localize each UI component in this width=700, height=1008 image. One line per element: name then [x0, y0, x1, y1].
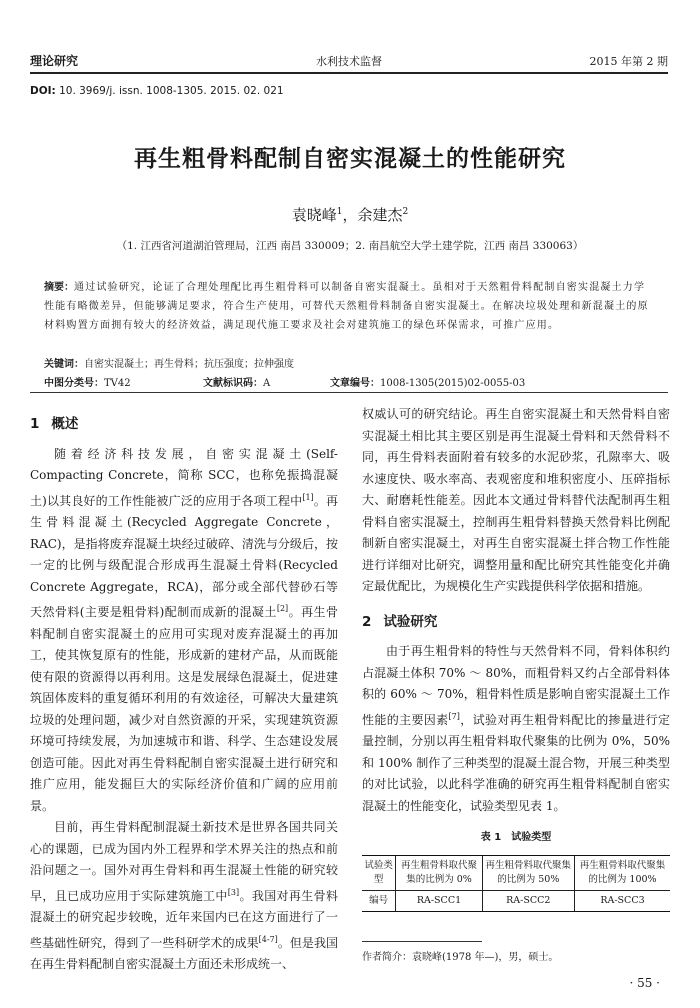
abstract-rule — [30, 392, 668, 393]
abstract-text: 通过试验研究，论证了合理处理配比再生粗骨料可以制备自密实混凝土。虽相对于天然粗骨料配制自密实混凝土力学性能有略微差异，但能够满足要求，符合生产使用，可替代天然粗骨料制备自密实混凝土。在解决垃圾处理和新混凝土的原材料购置方面拥有较大的经济效益，满足现代施工要求及社会对建筑施工的绿色环保需求，可推广应用。 — [44, 282, 649, 331]
running-header — [30, 52, 668, 72]
author-affil-mark: 1 — [336, 207, 343, 217]
doc-code-label: 文献标识码： — [203, 378, 263, 389]
body-text: 。再生骨料配制自密实混凝土的应用可实现对废弃混凝土的再加工，使其恢复原有的性能，形成新的建材产品，从而既能使有限的资源得以再利用。这是发展绿色混凝土，促进建筑固体废料的重复循环利用的有效途径，可解决大量建筑垃圾的处理问题，减少对自然资源的开采，实现建筑资源环境可持续发展，为加速城市和谐、科学、生态建设发展创造可能。因此对再生骨料配制自密实混凝土进行研究和推广应用，能发掘巨大的实际经济价值和广阔的应用前景。 — [30, 605, 338, 813]
table-caption: 表 1 试验类型 — [480, 832, 552, 843]
section-number: 1 — [30, 416, 40, 432]
table-header-cell: 再生粗骨料取代聚集的比例为 0% — [396, 855, 482, 890]
table-cell: RA-SCC2 — [482, 890, 574, 911]
left-column — [30, 400, 338, 976]
section-number: 2 — [362, 613, 372, 630]
classification-line — [44, 374, 131, 389]
doc-code-value: A — [263, 378, 271, 389]
body-text: 随着经济科技发展，自密实混凝土(Self-Compacting Concrete，简称 SCC，也称免振捣混凝土)以其良好的工作性能被广泛的应用于各项工程中 — [30, 446, 338, 508]
body-text: 目前，再生骨料配制混凝土新技术是世界各国共同关心的课题，已成为国内外工程界和学术界关注的热点和前沿问题之一。国外对再生骨料和再生混凝土性能的研究较早，且已成功应用于实际建筑施工中 — [30, 820, 338, 903]
section-heading-1 — [30, 414, 338, 436]
footnote-rule — [362, 941, 482, 942]
section-title: 试验研究 — [383, 613, 438, 630]
author-affil-mark: 2 — [402, 207, 409, 217]
doi-value[interactable]: 10. 3969/j. issn. 1008-1305. 2015. 02. 021 — [59, 85, 284, 97]
body-paragraph: 权威认可的研究结论。再生自密实混凝土和天然骨料自密实混凝土相比其主要区别是再生混凝土骨料和天然骨料不同，再生骨料表面附着有较多的水泥砂浆，孔隙率大、吸水速度快、吸水率高、表观密度和堆积密度小、压碎指标大、耐磨耗性能差。因此本文通过骨料替代法配制再生粗骨料自密实混凝土，控制再生粗骨料替换天然骨料比例配制新自密实混凝土，对再生自密实混凝土拌合物工作性能进行详细对比研究，调整用量和配比研究其性能变化并确定最优配比，为规模化生产实践提供科学依据和措施。 — [362, 407, 670, 593]
abstract-block — [44, 278, 652, 335]
citation[interactable]: [3] — [227, 887, 240, 897]
keywords-label: 关键词： — [44, 359, 84, 370]
section-title: 概述 — [51, 416, 79, 432]
header-section: 理论研究 — [30, 54, 79, 68]
body-text: 由于再生粗骨料的特性与天然骨料不同，骨料体积约占混凝土体积 70% ～ 80%，而粗骨料又约占全部骨料体积的 60% ～ 70%，粗骨料性质是影响自密实混凝土工作性能的主要因素 — [362, 644, 670, 727]
author-list — [0, 204, 700, 225]
table-header-cell: 再生粗骨料取代聚集的比例为 50% — [482, 855, 574, 890]
header-issue: 2015 年第 2 期 — [589, 55, 668, 68]
article-no-value: 1008-1305(2015)02-0055-03 — [380, 378, 526, 389]
body-paragraph — [30, 817, 338, 976]
paper-title: 再生粗骨料配制自密实混凝土的性能研究 — [134, 146, 566, 172]
table-cell: 编号 — [362, 890, 396, 911]
doi-line — [30, 85, 284, 97]
doc-code-line — [203, 374, 270, 389]
author-name: 余建杰 — [357, 206, 403, 224]
body-text: 。我国对再生骨料混凝土的研究起步较晚，近年来国内已在这方面进行了一些基础性研究，得到了一些科研学术的成果 — [30, 888, 338, 950]
classification-label: 中图分类号： — [44, 378, 104, 389]
author-name: 袁晓峰 — [291, 206, 337, 224]
header-journal: 水利技术监督 — [316, 55, 382, 68]
body-paragraph — [30, 444, 338, 818]
experiment-type-table — [362, 855, 670, 912]
right-column — [362, 404, 670, 912]
table-cell: RA-SCC3 — [575, 890, 671, 911]
section-heading-2 — [362, 612, 670, 634]
body-text: 。再生骨料混凝土(Recycled Aggregate Concrete，RAC)，是指将废弃混凝土块经过破碎、清洗与分级后，按一定的比例与级配混合形成再生混凝土骨料(Recycled Concrete Aggregate，RCA)，部分或全部代替砂石等天然骨料(主要是粗骨料)配制而成新的混凝土 — [30, 493, 338, 619]
body-paragraph — [362, 641, 670, 817]
citation[interactable]: [2] — [276, 604, 289, 613]
affiliations: （1. 江西省河道湖泊管理局，江西 南昌 330009；2. 南昌航空大学土建学院，江西 南昌 330063） — [116, 240, 584, 252]
table-header-row — [362, 855, 670, 890]
article-no-label: 文章编号： — [330, 378, 380, 389]
author-footnote: 作者简介：袁晓峰(1978 年—)，男，硕士。 — [362, 952, 559, 963]
citation[interactable]: [4-7] — [258, 934, 278, 944]
table-row — [362, 890, 670, 911]
page-number: · 55 · — [629, 976, 660, 990]
table-header-cell: 再生粗骨料取代聚集的比例为 100% — [575, 855, 671, 890]
author-separator: ， — [342, 206, 358, 224]
body-text: ，试验对再生粗骨料配比的掺量进行定量控制，分别以再生粗骨料取代聚集的比例为 0%，50% 和 100% 制作了三种类型的混凝土混合物，开展三种类型的对比试验，以此科学准确的研究再生粗骨料配制自密实混凝土的性能变化，试验类型见表 1。 — [362, 712, 670, 813]
abstract-label: 摘要： — [44, 282, 74, 293]
article-no-line — [330, 374, 525, 389]
keywords-line — [44, 355, 294, 370]
header-rule — [30, 72, 668, 74]
classification-value: TV42 — [104, 378, 131, 389]
citation[interactable]: [7] — [448, 711, 460, 721]
doi-label: DOI: — [30, 85, 56, 97]
keywords-text: 自密实混凝土；再生骨料；抗压强度；拉伸强度 — [84, 359, 294, 370]
citation[interactable]: [1] — [302, 492, 314, 502]
body-text: 。但是我国在再生骨料配制自密实混凝土方面还未形成统一、 — [30, 935, 338, 971]
table-cell: RA-SCC1 — [396, 890, 482, 911]
table-header-cell: 试验类型 — [362, 855, 396, 890]
